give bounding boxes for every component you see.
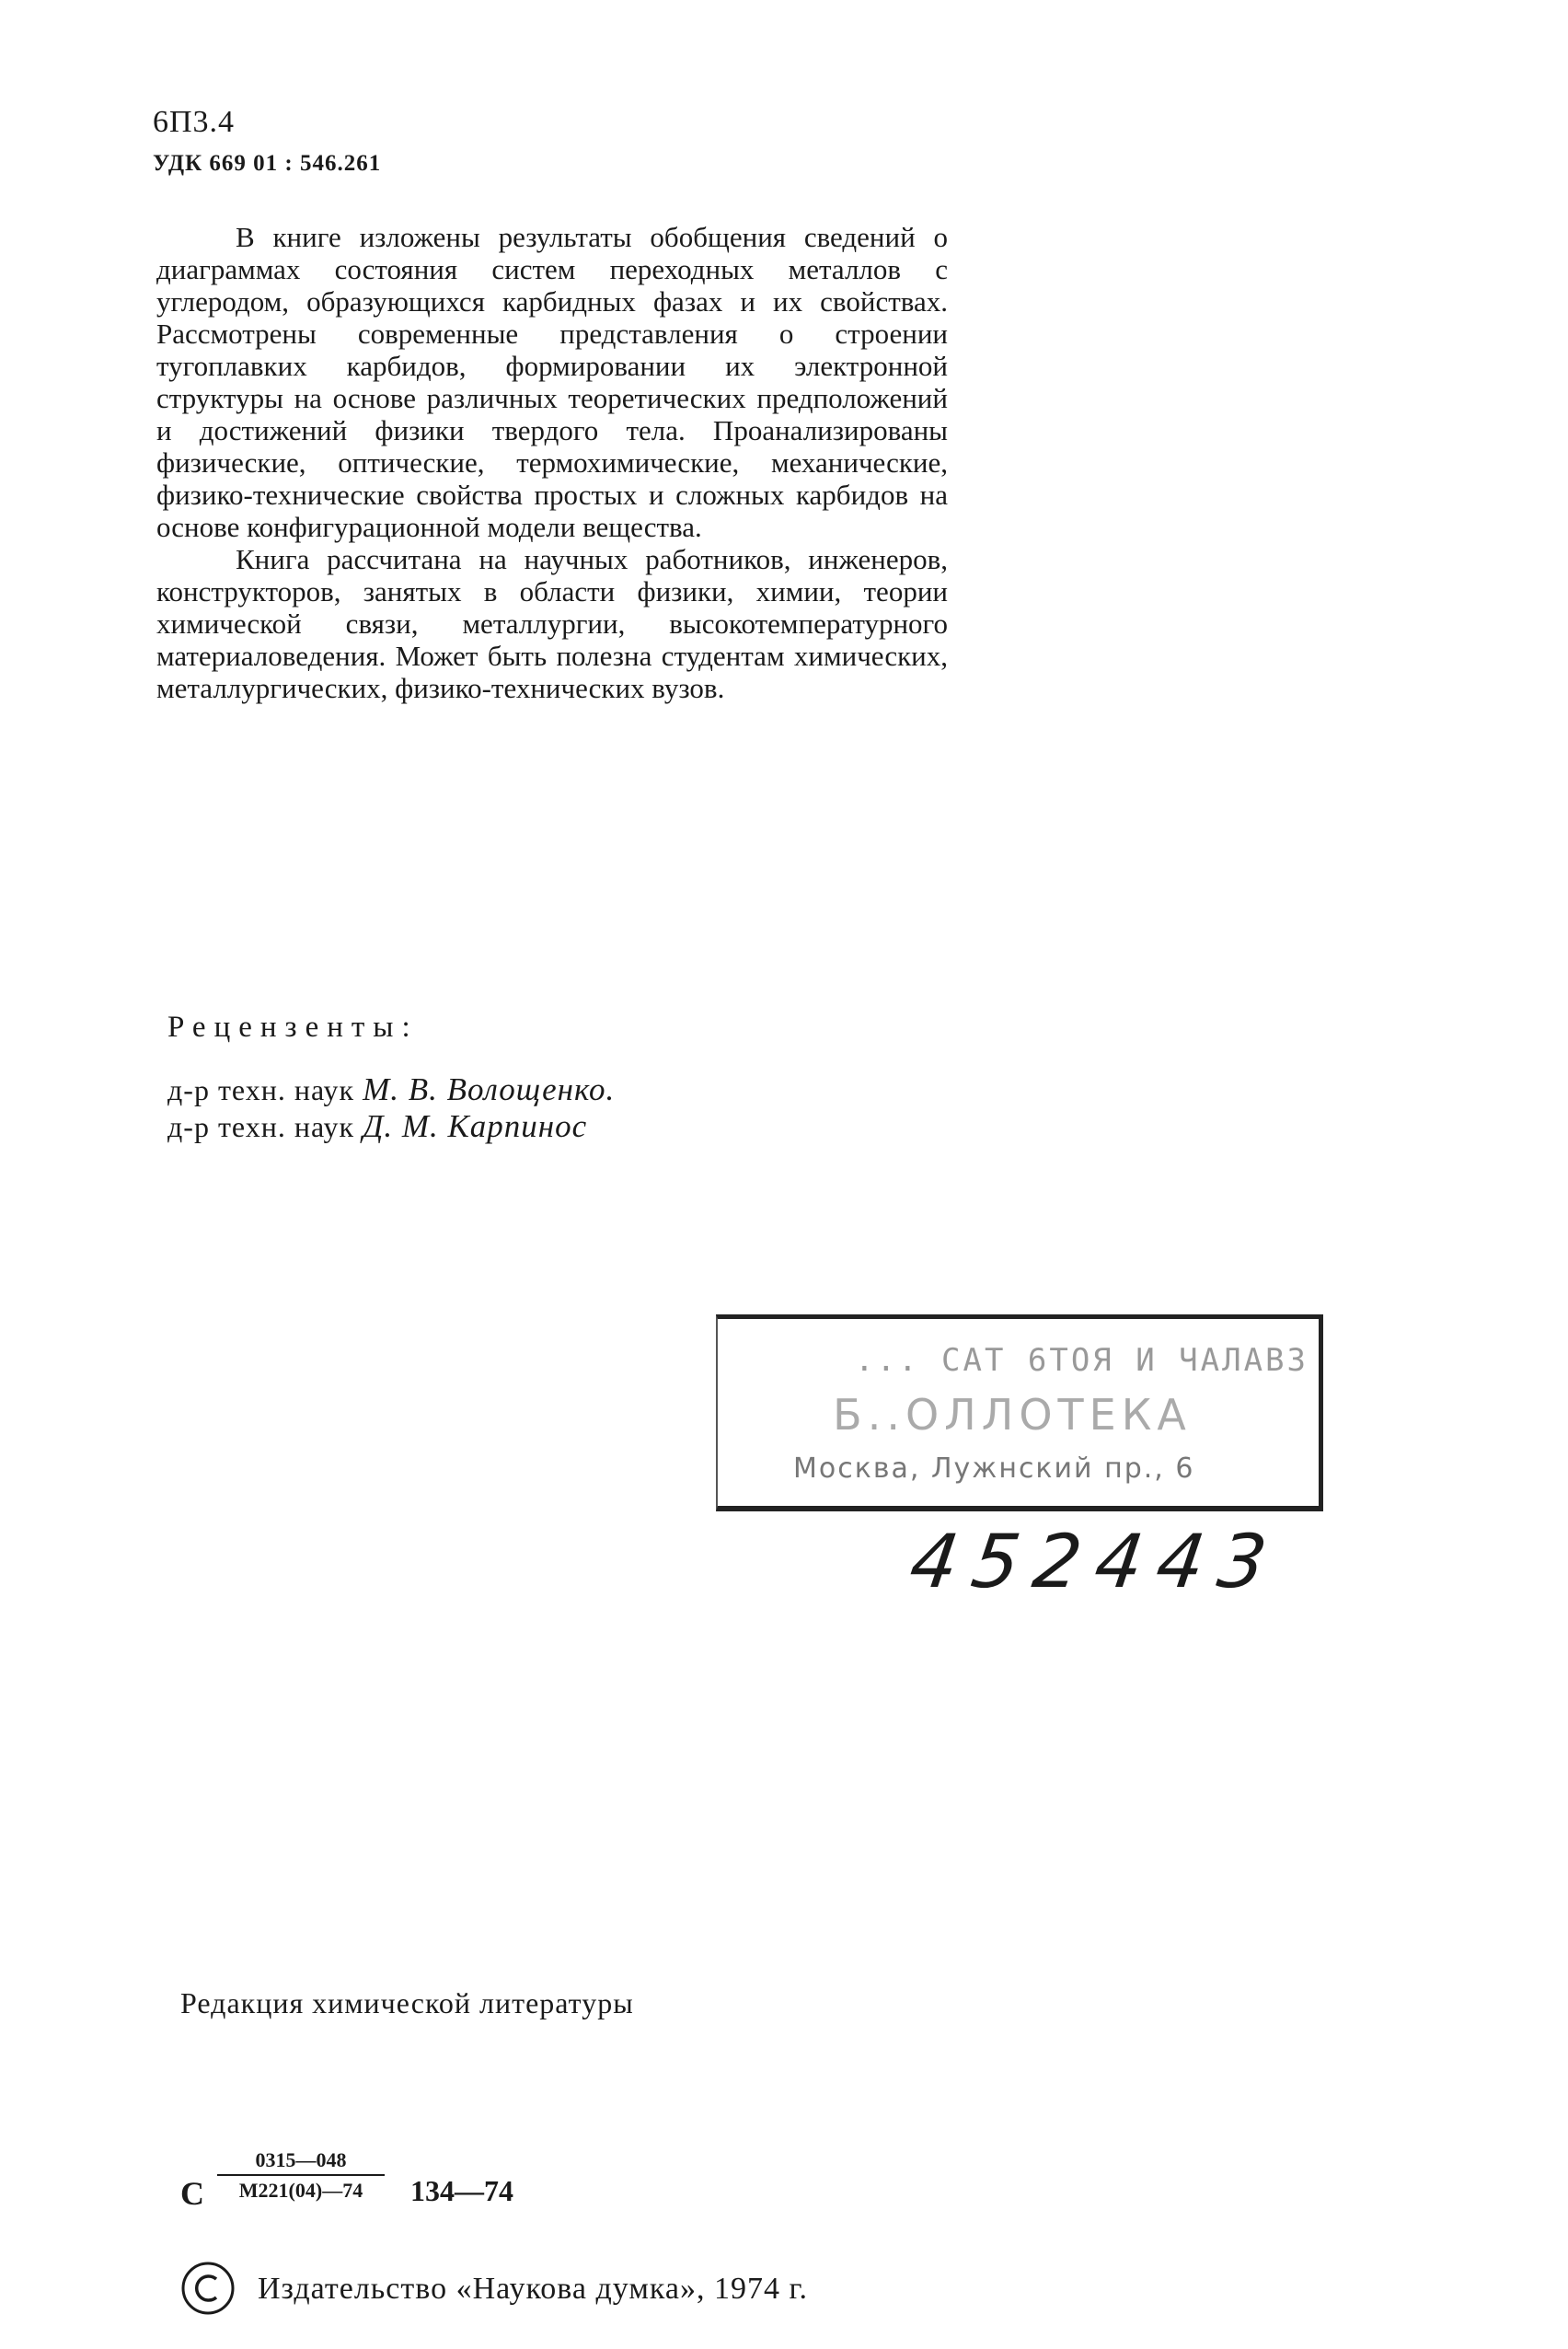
bbk-code: 6П3.4	[153, 105, 236, 139]
reviewer-degree: д-р техн. наук	[167, 1110, 355, 1143]
reviewer-line	[167, 1071, 615, 1108]
stamp-address: Москва, Лужнский пр., 6	[793, 1452, 1195, 1485]
reviewers-heading: Рецензенты:	[167, 1011, 419, 1044]
copyright-icon	[180, 2261, 236, 2316]
stamp-institution: ... САТ 6ТОЯ И ЧАЛАВЗ	[855, 1342, 1309, 1379]
reviewer-degree: д-р техн. наук	[167, 1073, 355, 1106]
catalog-fraction	[213, 2148, 388, 2203]
reviewer-name: М. В. Волощенко.	[363, 1071, 616, 1107]
handwritten-inventory-number: 452443	[905, 1519, 1286, 1604]
reviewer-name: Д. М. Карпинос	[363, 1108, 588, 1144]
copyright-text: Издательство «Наукова думка», 1974 г.	[258, 2272, 809, 2306]
catalog-index	[180, 2148, 567, 2231]
annotation-paragraph: Книга рассчитана на научных работников, инженеров, конструкторов, занятых в области физики, химии, теории химической связи, металлургии, высокотемпературного материаловедения. Может быть полезна студентам химических, металлургических, физико-технических вузов.	[156, 543, 948, 704]
annotation-paragraph: В книге изложены результаты обобщения сведений о диаграммах состояния систем переходных металлов с углеродом, образующихся карбидных фазах и их свойствах. Рассмотрены современные представления о строении тугоплавких карбидов, формировании их электронной структуры на основе различных теоретических предположений и достижений физики твердого тела. Проанализированы физические, оптические, термохимические, механические, физико-технические свойства простых и сложных карбидов на основе конфигурационной модели вещества.	[156, 221, 948, 543]
catalog-prefix: С	[180, 2175, 204, 2212]
annotation	[156, 221, 948, 704]
catalog-suffix: 134—74	[410, 2174, 513, 2207]
editorial-office: Редакция химической литературы	[180, 1986, 634, 2019]
reviewer-line	[167, 1108, 587, 1145]
stamp-library: Б..ОЛЛОТЕКА	[833, 1390, 1192, 1440]
udk-code: УДК 669 01 : 546.261	[153, 151, 382, 176]
catalog-numerator: 0315—048	[255, 2148, 347, 2171]
catalog-denominator: М221(04)—74	[238, 2179, 363, 2202]
library-stamp	[701, 1305, 1323, 1517]
